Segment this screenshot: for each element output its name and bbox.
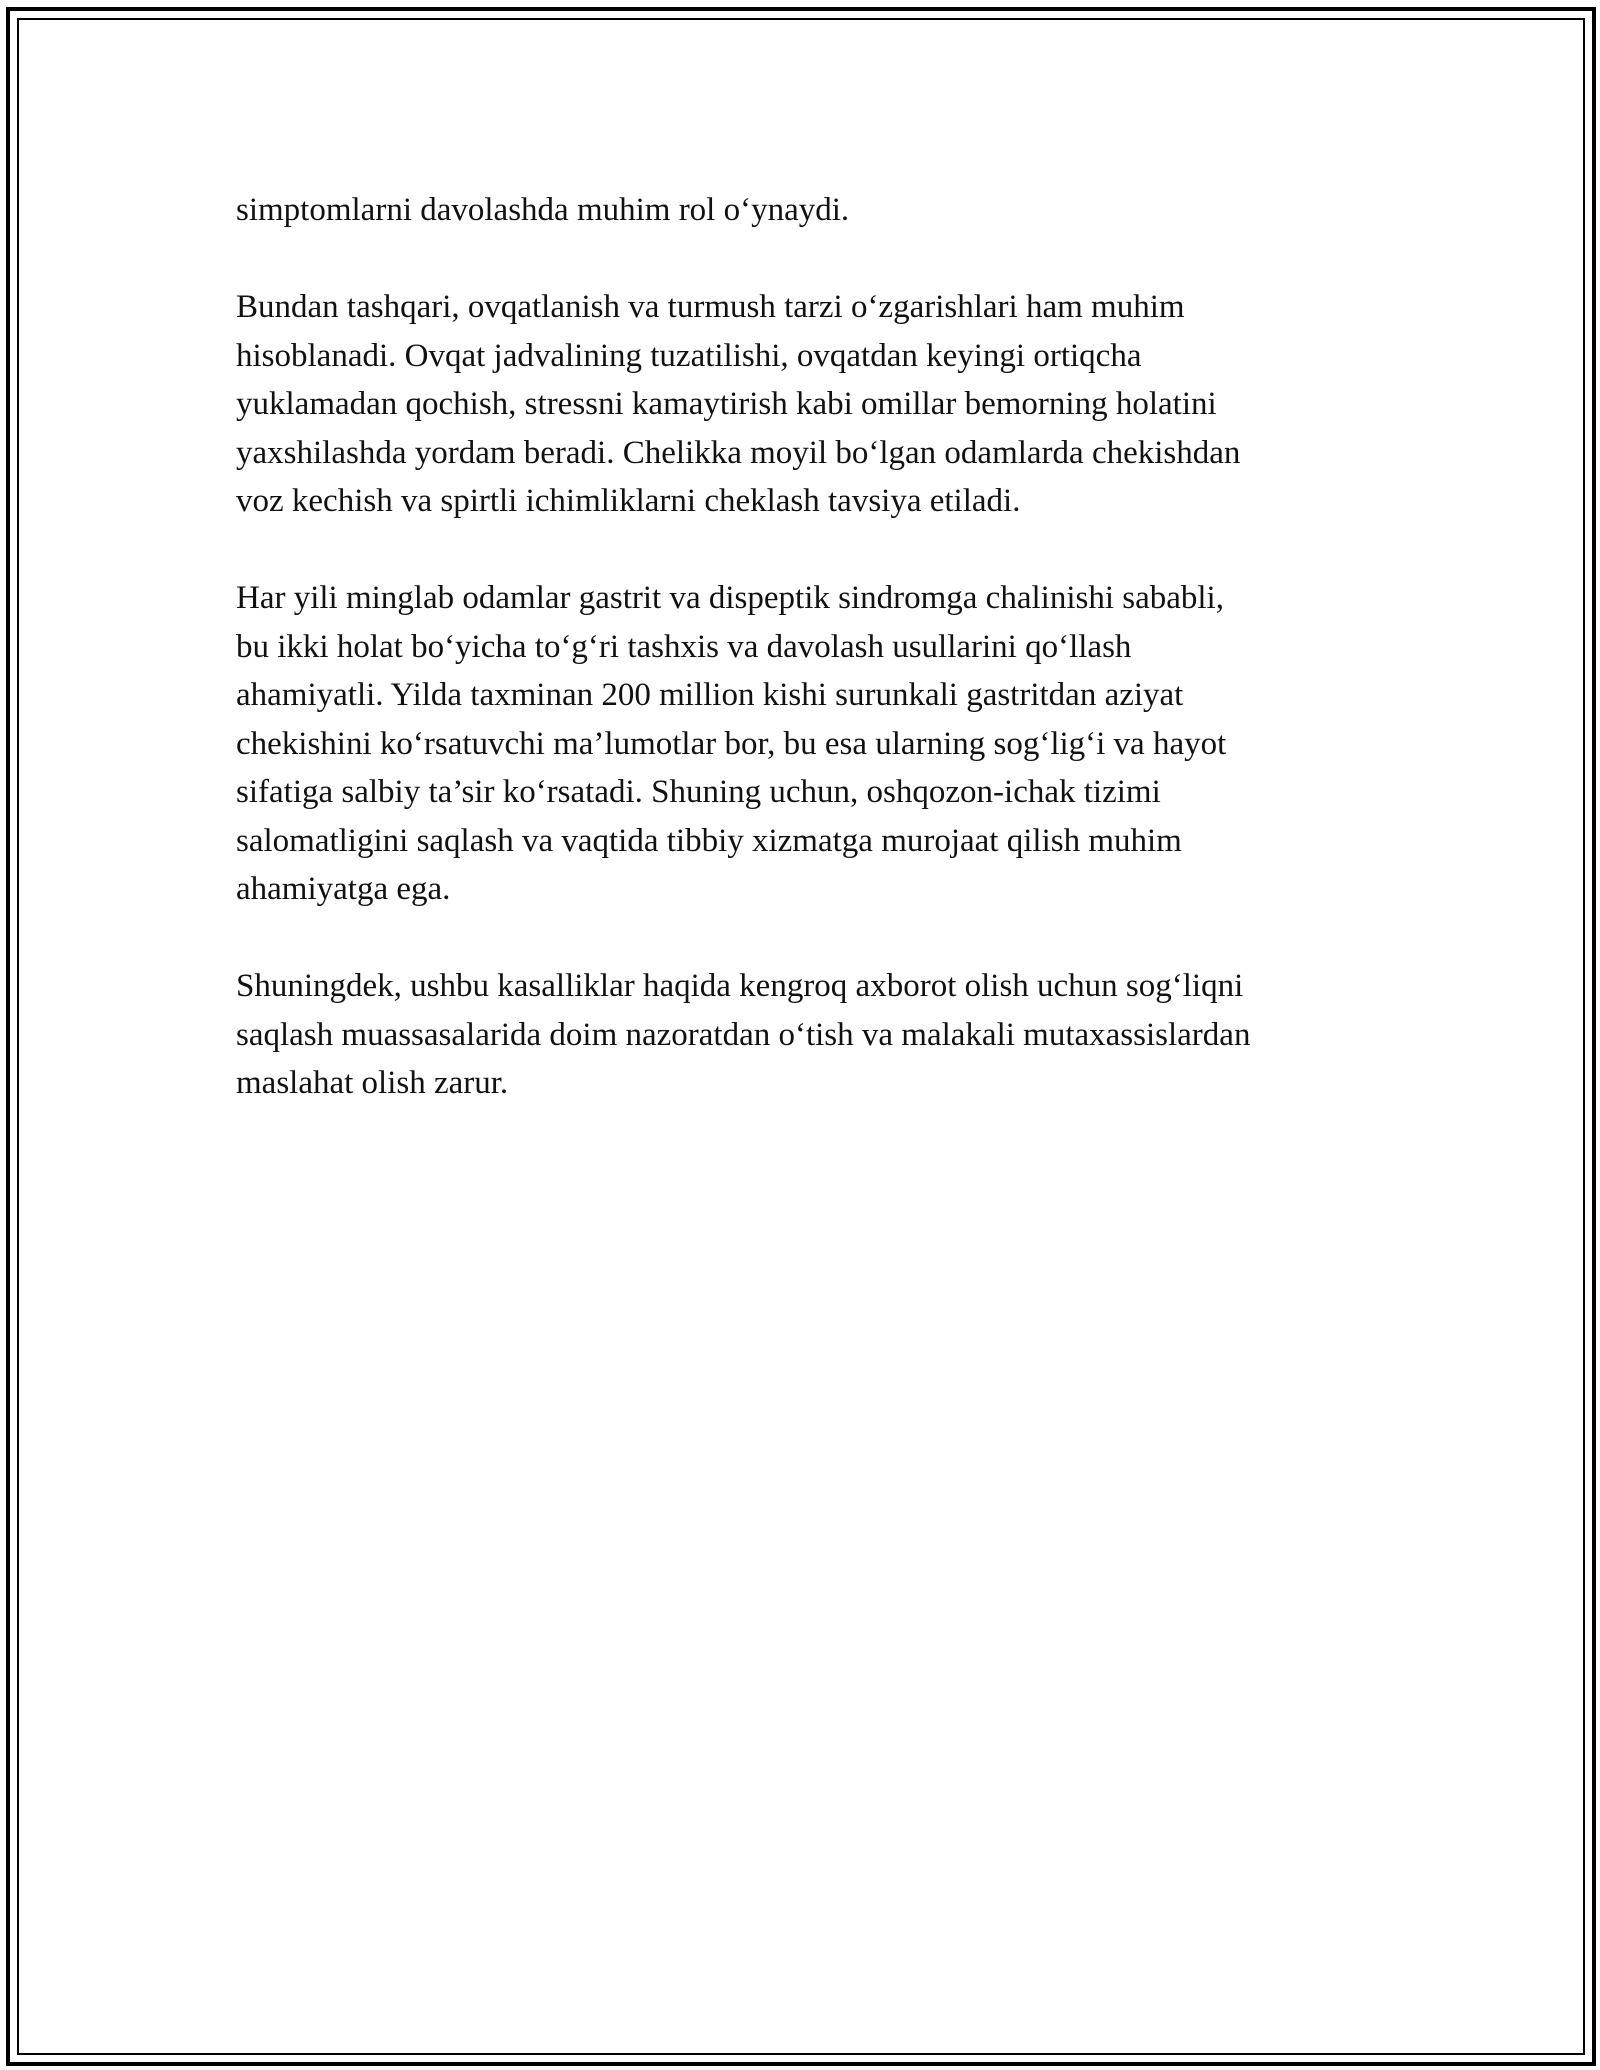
text-line: maslahat olish zarur.	[236, 1065, 509, 1101]
paragraph-3	[236, 574, 1386, 914]
text-line: yuklamadan qochish, stressni kamaytirish kabi omillar bemorning holatini	[236, 386, 1217, 422]
text-line: chekishini ko‘rsatuvchi ma’lumotlar bor, bu esa ularning sog‘lig‘i va hayot	[236, 725, 1227, 762]
text-line: sifatiga salbiy ta’sir ko‘rsatadi. Shuning uchun, oshqozon-ichak tizimi	[236, 774, 1161, 810]
text-line: salomatligini saqlash va vaqtida tibbiy xizmatga murojaat qilish muhim	[236, 822, 1182, 859]
document-body	[236, 186, 1386, 1156]
paragraph-4	[236, 962, 1386, 1108]
text-line: hisoblanadi. Ovqat jadvalining tuzatilishi, ovqatdan keyingi ortiqcha	[236, 337, 1142, 374]
text-line: yaxshilashda yordam beradi. Chelikka moyil bo‘lgan odamlarda chekishdan	[236, 434, 1241, 471]
text-line: ahamiyatga ega.	[236, 871, 451, 907]
text-line: Shuningdek, ushbu kasalliklar haqida kengroq axborot olish uchun sog‘liqni	[236, 968, 1244, 1004]
paragraph-2	[236, 283, 1386, 526]
text-line: bu ikki holat bo‘yicha to‘g‘ri tashxis va davolash usullarini qo‘llash	[236, 628, 1132, 665]
paragraph-1	[236, 186, 1386, 235]
text-line: voz kechish va spirtli ichimliklarni cheklash tavsiya etiladi.	[236, 483, 1021, 519]
text-line: simptomlarni davolashda muhim rol o‘ynaydi.	[236, 192, 850, 228]
text-line: ahamiyatli. Yilda taxminan 200 million kishi surunkali gastritdan aziyat	[236, 677, 1184, 713]
text-line: Bundan tashqari, ovqatlanish va turmush tarzi o‘zgarishlari ham muhim	[236, 289, 1185, 325]
text-line: Har yili minglab odamlar gastrit va dispeptik sindromga chalinishi sababli,	[236, 580, 1224, 616]
text-line: saqlash muassasalarida doim nazoratdan o‘tish va malakali mutaxassislardan	[236, 1016, 1251, 1053]
